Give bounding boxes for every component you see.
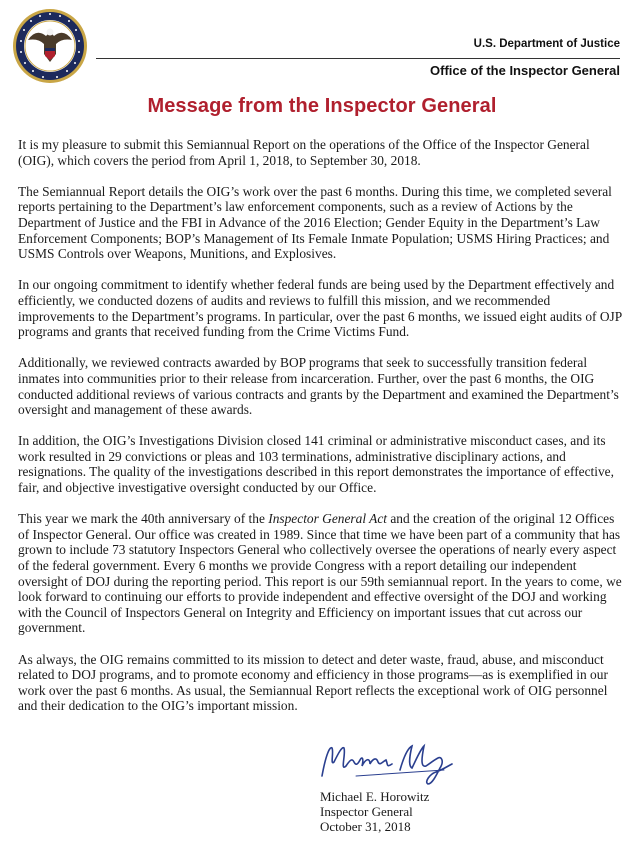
doj-oig-seal-icon bbox=[12, 8, 88, 84]
paragraph: In our ongoing commitment to identify whether federal funds are being used by the Department effectively and efficiently, we conducted dozens of audits and reviews to fulfill this mission, and we recommended improvements to the Department’s programs. In particular, over the past 6 months, we issued eight audits of OJP programs and grants that received funding from the Crime Victims Fund. bbox=[18, 277, 622, 340]
signer-role: Inspector General bbox=[320, 804, 413, 820]
letter-body bbox=[18, 137, 628, 730]
paragraph: As always, the OIG remains committed to its mission to detect and deter waste, fraud, abuse, and misconduct related to DOJ programs, and to promote economy and efficiency in those programs—as is exemplified in our work over the past 6 months. As usual, the Semiannual Report reflects the exceptional work of OIG personnel and their dedication to the OIG’s important mission. bbox=[18, 651, 608, 714]
page-title: Message from the Inspector General bbox=[147, 95, 497, 117]
paragraph: Additionally, we reviewed contracts awarded by BOP programs that seek to successfully transition federal inmates into communities prior to their release from incarceration. Further, over the past 6 months, the OIG conducted additional reviews of various contracts and grants by the Department and examined the Department’s oversight and management of these awards. bbox=[18, 355, 619, 418]
agency-name: U.S. Department of Justice bbox=[473, 38, 620, 50]
handwritten-signature bbox=[316, 736, 466, 788]
signer-name: Michael E. Horowitz bbox=[320, 789, 430, 804]
signature-block bbox=[320, 789, 429, 835]
paragraph-text: This year we mark the 40th anniversary of the bbox=[18, 511, 269, 527]
office-name: Office of the Inspector General bbox=[430, 63, 620, 78]
paragraph bbox=[18, 511, 628, 636]
signature-date: October 31, 2018 bbox=[320, 819, 411, 835]
paragraph: In addition, the OIG’s Investigations Division closed 141 criminal or administrative misconduct cases, and its work resulted in 29 convictions or pleas and 103 terminations, administrative disciplinary actions, and resignations. The quality of the investigations described in this report demonstrates the importance of effective, fair, and objective investigative oversight conducted by our Office. bbox=[18, 433, 614, 496]
act-title: Inspector General Act bbox=[268, 511, 388, 527]
letterhead bbox=[0, 0, 644, 88]
paragraph: The Semiannual Report details the OIG’s work over the past 6 months. During this time, we completed several reports pertaining to the Department’s law enforcement components, such as a review of Actions by the Department of Justice and the FBI in Advance of the 2016 Election; Gender Equity in the Department’s Law Enforcement Components; BOP’s Management of Its Female Inmate Population; USMS Hiring Practices; and USMS Controls over Weapons, Munitions, and Explosives. bbox=[18, 183, 612, 262]
header-divider bbox=[96, 58, 620, 59]
paragraph: It is my pleasure to submit this Semiannual Report on the operations of the Office of the Inspector General (OIG), which covers the period from April 1, 2018, to September 30, 2018. bbox=[18, 137, 590, 168]
paragraph-text: and the creation of the original 12 Offices of Inspector General. Our office was created in 1989. Since that time we have been part of a community that has grown to include 73 statutory Inspectors General who collectively oversee the operations of nearly every aspect of the federal government. Every 6 months we provide Congress with a report detailing our independent oversight of DOJ during the reporting period. This report is our 59th semiannual report. In the years to come, we look forward to continuing our efforts to provide independent and effective oversight of the DOJ and working with the Council of Inspectors General on Integrity and Efficiency on important issues that cut across our government. bbox=[18, 511, 622, 636]
